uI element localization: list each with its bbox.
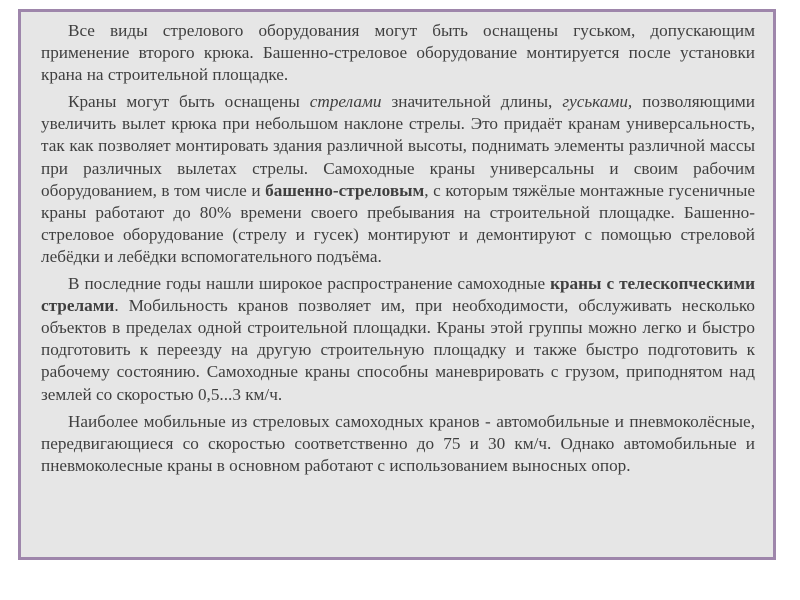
body-text (41, 20, 755, 477)
italic-term-booms: стрелами (309, 92, 382, 112)
text-run: Все виды стрелового оборудования могут быть оснащены гуськом, допускающим применение второго крюка. Башенно-стреловое оборудование монтируется после установки крана на строительной площадке. (41, 21, 755, 85)
text-frame (18, 9, 776, 560)
paragraph-1 (41, 20, 755, 86)
bold-term-tower-boom: башенно-стреловым (265, 180, 425, 200)
italic-term-jibs: гуськами, (562, 92, 633, 112)
text-run: В последние годы нашли широкое распространение самоходные (68, 274, 551, 294)
paragraph-4 (41, 411, 755, 477)
text-run: позволяющими увеличить вылет крюка при небольшом наклоне стрелы. Это придаёт кранам универсальность, так как позволяет монтировать здания различной высоты, поднимать элементы различной массы при различных вылетах стрелы. Самоходные краны универсальны и своим рабочим оборудованием, в том числе и (41, 92, 755, 200)
text-run: Краны могут быть оснащены (68, 92, 310, 112)
bold-term-telescopic-cranes: краны с телескопческими стрелами (41, 274, 755, 316)
paragraph-2 (41, 91, 755, 268)
text-run: , с которым тяжёлые монтажные гусеничные краны работают до 80% времени своего пребывания на строительной площадке. Башенно-стреловое оборудование (стрелу и гусек) монтируют и демонтируют с помощью стреловой лебёдки и лебёдки вспомогательного подъёма. (41, 180, 756, 266)
text-run: Наиболее мобильные из стреловых самоходных кранов - автомобильные и пневмоколёсные, передвигающиеся со скоростью соответственно до 75 и 30 км/ч. Однако автомобильные и пневмоколесные краны в основном работают с использованием выносных опор. (41, 411, 755, 475)
text-run: . Мобильность кранов позволяет им, при необходимости, обслуживать несколько объектов в пределах одной строительной площадки. Краны этой группы можно легко и быстро подготовить к переезду на другую строительную площадку и также быстро подготовить к рабочему состоянию. Самоходные краны способны маневрировать с грузом, приподнятом над землей со скоростью 0,5...3 км/ч. (41, 296, 755, 404)
text-run: значительной длины, (381, 92, 563, 112)
paragraph-3 (41, 273, 755, 406)
